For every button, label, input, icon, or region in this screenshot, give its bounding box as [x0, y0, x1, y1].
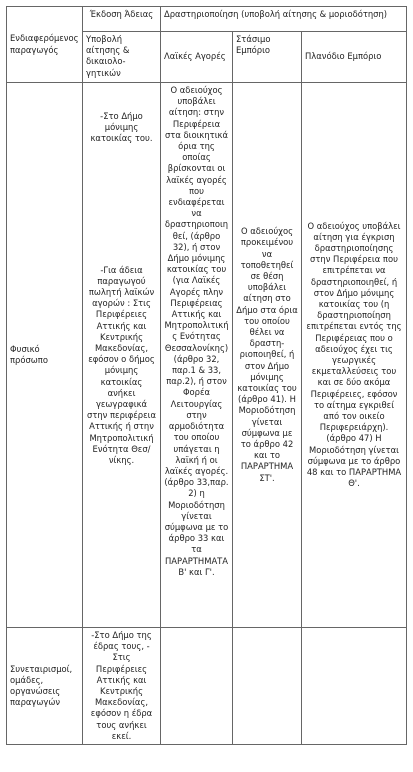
row-label-natural-person: Φυσικό πρόσωπο	[7, 83, 83, 628]
header-license-issue: Έκδοση Άδειας	[83, 7, 161, 32]
header-stationary-trade: Στάσιμο Εμπόριο	[233, 32, 302, 83]
row-label-cooperatives: Συνεταιρισμοί, ομάδες, οργανώσεις παραγωγών	[7, 628, 83, 745]
table-row	[7, 83, 407, 628]
table-row	[7, 628, 407, 745]
header-stakeholder: Ενδιαφερόμενος παραγωγός	[7, 7, 83, 83]
cell-submission-natural-person	[83, 83, 161, 628]
cell-popular-markets: Ο αδειούχος υποβάλει αίτηση: στην Περιφέρεια στα διοικητικά όρια της οποίας βρίσκονται οι λαϊκές αγορές που ενδιαφέρεται να δραστηριοποιηθεί, (άρθρο 32), ή στον Δήμο μόνιμης κατοικίας του (για Λαϊκές Αγορές πλην Περιφέρειας Αττικής και Μητροπολιτικής Ενότητας Θεσσαλονίκης) (άρθρο 32, παρ.1 & 33, παρ.2), ή στον Φορέα Λειτουργίας στην αρμοδιότητα του οποίου υπάγεται η λαϊκή ή οι λαϊκές αγορές. (άρθρο 33,παρ. 2) η Μοριοδότηση γίνεται σύμφωνα με το άρθρο 33 και τα ΠΑΡΑΡΤΗΜΑΤΑ Β' και Γ'.	[161, 83, 233, 628]
cell-empty-2	[233, 628, 302, 745]
cell-itinerant-trade: Ο αδειούχος υποβάλει αίτηση για έγκριση δραστηριοποίησης στην Περιφέρεια που επιτρέπεται να δραστηριοποιηθεί, ή στον Δήμο μόνιμης κατοικίας του (η δραστηριοποίηση επιτρέπεται εντός της Περιφέρειας που ο αδειούχος έχει τις γεωργικές εκμεταλλεύσεις του και σε δύο ακόμα Περιφέρειες, εφόσον το αίτημα εγκριθεί από τον οικείο Περιφερειάρχη). (άρθρο 47) Η Μοριοδότηση γίνεται σύμφωνα με το άρθρο 48 και το ΠΑΡΑΡΤΗΜΑ Θ'.	[302, 83, 407, 628]
header-popular-markets: Λαϊκές Αγορές	[161, 32, 233, 83]
cell-empty-3	[302, 628, 407, 745]
header-row-1	[7, 7, 407, 32]
header-activity: Δραστηριοποίηση (υποβολή αίτησης & μοριοδότηση)	[161, 7, 407, 32]
header-itinerant-trade: Πλανόδιο Εμπόριο	[302, 32, 407, 83]
submission-municipality-text: -Στο Δήμο μόνιμης κατοικίας του.	[90, 111, 153, 144]
submission-regions-text: -Για άδεια παραγωγού πωλητή λαϊκών αγορών : Στις Περιφέρειες Αττικής και Κεντρικής Μακεδονίας, εφόσον ο δήμος μόνιμης κατοικίας ανήκει γεωγραφικά στην περιφέρεια Αττικής ή στην Μητροπολιτική Ενότητα Θεσ/νίκης.	[87, 264, 156, 466]
header-submission: Υποβολή αίτησης & δικαιολο-γητικών	[83, 32, 161, 83]
cell-stationary-trade: Ο αδειούχος προκειμένου να τοποθετηθεί σε θέση υποβάλει αίτηση στο Δήμο στα όρια του οποίου θέλει να δραστη-ριοποιηθεί, ή στον Δήμο μόνιμης κατοικίας του (άρθρο 41). Η Μοριοδότηση γίνεται σύμφωνα με το άρθρο 42 και το ΠΑΡΑΡΤΗΜΑ ΣΤ'.	[233, 83, 302, 628]
cell-empty-1	[161, 628, 233, 745]
cell-submission-cooperatives: -Στο Δήμο της έδρας τους, - Στις Περιφέρειες Αττικής και Κεντρικής Μακεδονίας, εφόσον η έδρα τους ανήκει εκεί.	[83, 628, 161, 745]
licensing-table	[6, 6, 407, 745]
